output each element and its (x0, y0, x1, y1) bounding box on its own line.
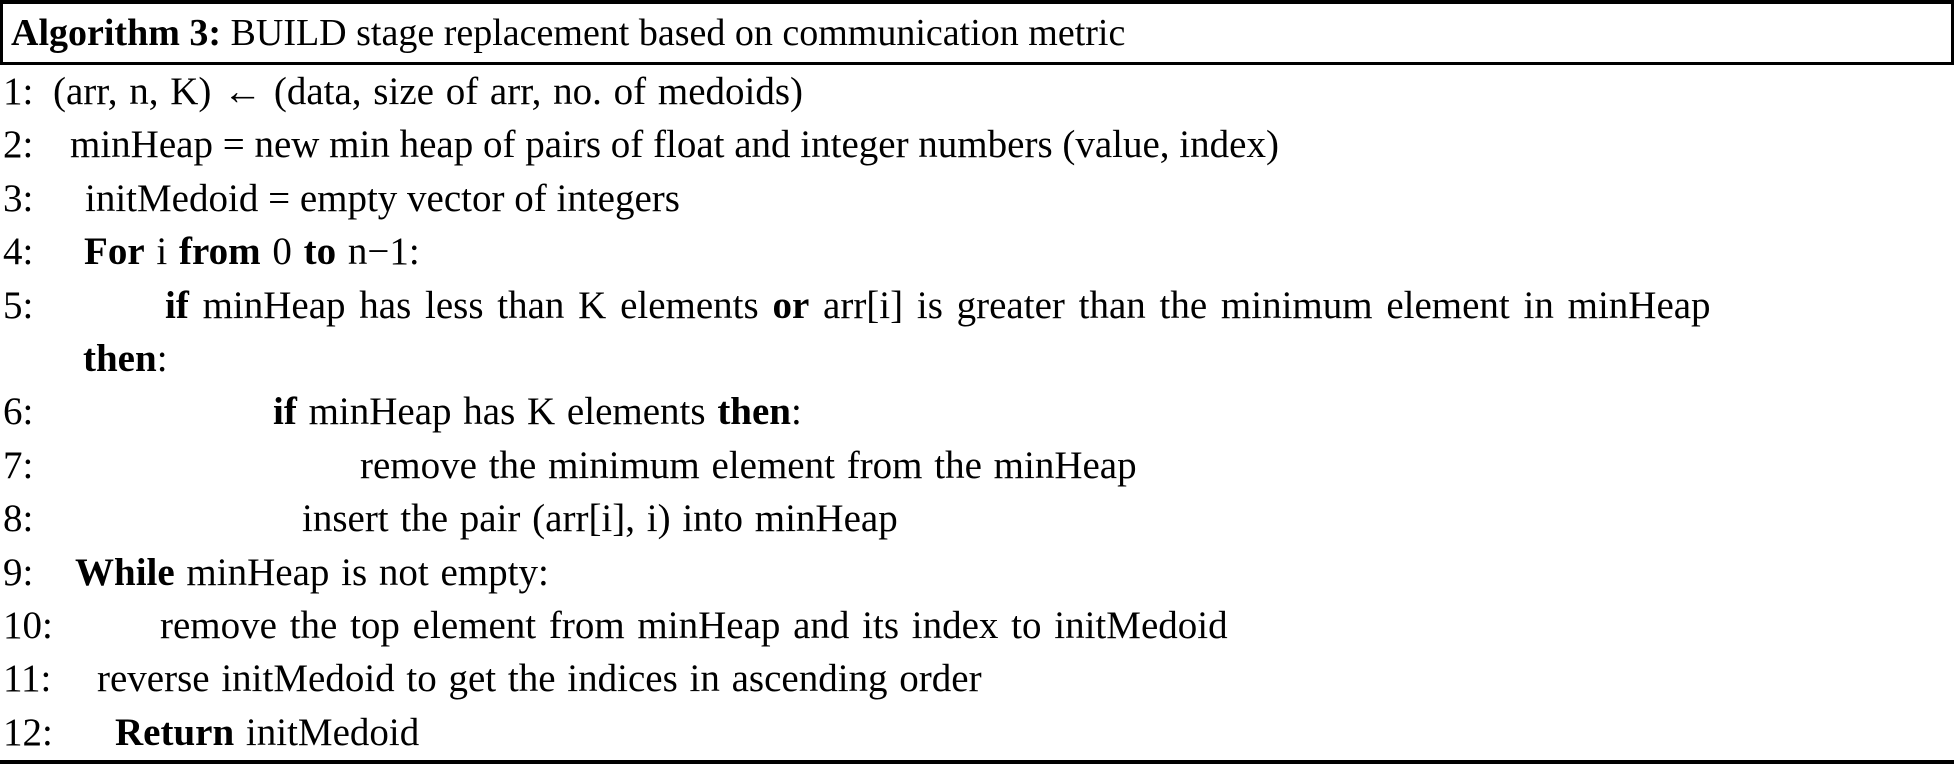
algorithm-line (0, 546, 1954, 599)
code-text: minHeap has less than K elements (188, 283, 773, 327)
line-number: 10: (3, 603, 53, 647)
keyword: Return (115, 710, 235, 754)
line-number: 1: (3, 70, 34, 113)
code-text: : (791, 390, 802, 434)
algorithm-line (0, 706, 1954, 759)
algorithm-line (0, 65, 1954, 118)
line-text (70, 123, 1279, 166)
code-text: arr[i] is greater than the minimum element in minHeap (809, 283, 1711, 327)
line-text (83, 337, 168, 380)
line-number: 12: (3, 710, 53, 754)
line-text (360, 444, 1137, 487)
algorithm-body (0, 65, 1954, 759)
line-number: 5: (3, 283, 34, 327)
line-text (115, 711, 419, 754)
line-text (84, 230, 420, 273)
line-text (75, 551, 549, 594)
code-text: minHeap = new min heap of pairs of float and integer numbers (value, index) (70, 123, 1279, 167)
code-text: reverse initMedoid to get the indices in ascending order (97, 657, 982, 701)
code-text: minHeap is not empty: (174, 550, 549, 594)
algorithm-title-bar (0, 0, 1954, 65)
keyword: For (84, 230, 145, 274)
code-text: minHeap has K elements (296, 390, 718, 434)
line-number: 4: (3, 230, 34, 274)
algorithm-line (0, 172, 1954, 225)
line-text (97, 657, 982, 700)
algorithm-line (0, 652, 1954, 705)
code-text: initMedoid = empty vector of integers (85, 176, 680, 220)
algorithm-line (0, 439, 1954, 492)
code-text: 0 (260, 230, 304, 274)
line-number: 7: (3, 443, 34, 487)
line-text (160, 604, 1228, 647)
line-text (273, 390, 802, 433)
keyword: then (83, 336, 157, 380)
keyword: While (75, 550, 175, 594)
algorithm-line (0, 225, 1954, 278)
code-text: remove the top element from minHeap and its index to initMedoid (160, 603, 1228, 647)
code-text: : (156, 336, 168, 380)
line-text (53, 70, 803, 113)
algorithm-line (0, 279, 1954, 332)
keyword: or (772, 283, 810, 327)
bottom-rule (0, 760, 1954, 764)
line-text (302, 497, 898, 540)
line-number: 11: (3, 657, 52, 701)
line-number: 6: (3, 390, 34, 434)
line-text (85, 177, 680, 220)
keyword: from (178, 230, 261, 274)
algorithm-line (0, 599, 1954, 652)
algorithm-line (0, 332, 1954, 385)
algorithm-line (0, 385, 1954, 438)
code-text: initMedoid (234, 710, 420, 754)
code-text: (arr, n, K) ← (data, size of arr, no. of medoids) (53, 70, 804, 113)
line-number: 9: (3, 550, 34, 594)
code-text: i (144, 230, 179, 274)
algorithm-label: Algorithm 3: (11, 12, 222, 54)
keyword: if (273, 390, 297, 434)
code-text: insert the pair (arr[i], i) into minHeap (302, 497, 898, 541)
algorithm-line (0, 492, 1954, 545)
line-number: 2: (3, 123, 34, 167)
line-text (165, 284, 1711, 327)
code-text: n−1: (336, 230, 420, 274)
code-text: remove the minimum element from the minHeap (360, 443, 1137, 487)
algorithm-title: BUILD stage replacement based on communication metric (221, 12, 1126, 54)
line-number: 3: (3, 176, 34, 220)
algorithm-line (0, 118, 1954, 171)
keyword: to (303, 230, 337, 274)
keyword: if (165, 283, 189, 327)
line-number: 8: (3, 497, 34, 541)
keyword: then (717, 390, 791, 434)
